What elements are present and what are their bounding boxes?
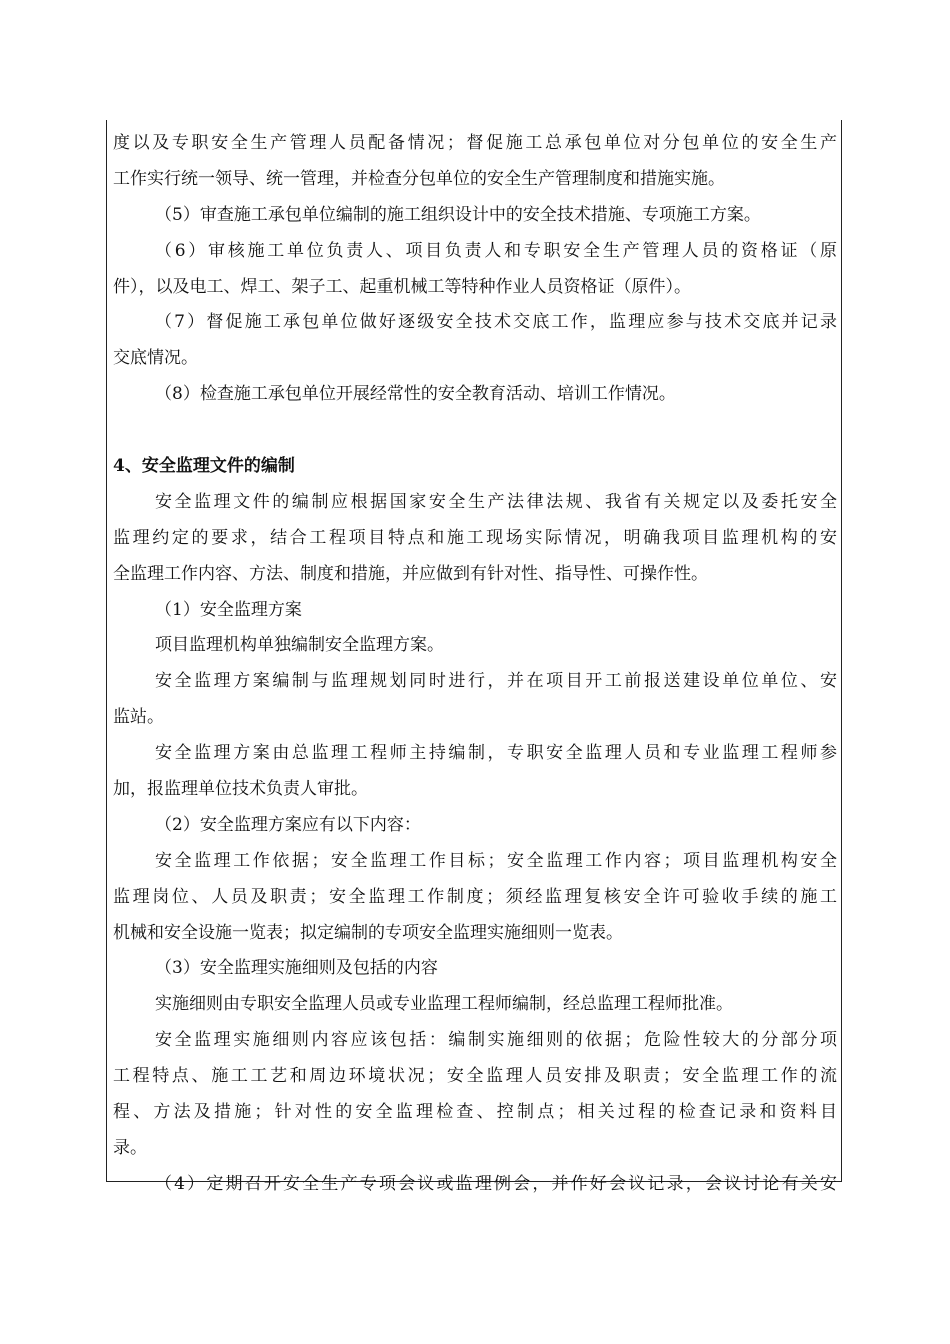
subheading-line: （2）安全监理方案应有以下内容： bbox=[155, 814, 421, 835]
body-text-line: 工程特点、施工工艺和周边环境状况；安全监理人员安排及职责；安全监理工作的流 bbox=[113, 1066, 837, 1087]
body-text-line: 工作实行统一领导、统一管理，并检查分包单位的安全生产管理制度和措施实施。 bbox=[113, 168, 725, 189]
body-text-line: 安全监理实施细则内容应该包括：编制实施细则的依据；危险性较大的分部分项 bbox=[155, 1030, 837, 1051]
subheading-line: （3）安全监理实施细则及包括的内容 bbox=[155, 958, 438, 979]
body-text-line: 件），以及电工、焊工、架子工、起重机械工等特种作业人员资格证（原件）。 bbox=[113, 276, 691, 297]
body-text-line: 安全监理方案编制与监理规划同时进行，并在项目开工前报送建设单位单位、安 bbox=[155, 671, 837, 692]
document-body bbox=[113, 126, 837, 1203]
body-text-line: 机械和安全设施一览表；拟定编制的专项安全监理实施细则一览表。 bbox=[113, 922, 623, 943]
body-text-line: 加，报监理单位技术负责人审批。 bbox=[113, 779, 368, 800]
body-text-line: 实施细则由专职安全监理人员或专业监理工程师编制，经总监理工程师批准。 bbox=[155, 994, 733, 1015]
body-text-line: 监理岗位、人员及职责；安全监理工作制度；须经监理复核安全许可验收手续的施工 bbox=[113, 886, 837, 907]
body-text-line: 全监理工作内容、方法、制度和措施，并应做到有针对性、指导性、可操作性。 bbox=[113, 563, 708, 584]
body-text-line: 交底情况。 bbox=[113, 348, 198, 369]
body-text-line: （5）审查施工承包单位编制的施工组织设计中的安全技术措施、专项施工方案。 bbox=[155, 204, 761, 225]
body-text-line: 监站。 bbox=[113, 707, 164, 728]
body-text-line: （8）检查施工承包单位开展经常性的安全教育活动、培训工作情况。 bbox=[155, 384, 676, 405]
body-text-line: （7）督促施工承包单位做好逐级安全技术交底工作，监理应参与技术交底并记录 bbox=[155, 312, 837, 333]
body-text-line: 安全监理方案由总监理工程师主持编制，专职安全监理人员和专业监理工程师参 bbox=[155, 743, 837, 764]
subheading-line: （1）安全监理方案 bbox=[155, 599, 302, 620]
section-heading: 4、安全监理文件的编制 bbox=[113, 456, 295, 477]
body-text-line: 监理约定的要求，结合工程项目特点和施工现场实际情况，明确我项目监理机构的安 bbox=[113, 527, 837, 548]
body-text-line: 度以及专职安全生产管理人员配备情况；督促施工总承包单位对分包单位的安全生产 bbox=[113, 133, 837, 153]
body-text-line: 录。 bbox=[113, 1137, 147, 1158]
body-text-line: 安全监理工作依据；安全监理工作目标；安全监理工作内容；项目监理机构安全 bbox=[155, 850, 837, 871]
body-text-line: （6）审核施工单位负责人、项目负责人和专职安全生产管理人员的资格证（原 bbox=[155, 240, 837, 261]
body-text-line: （4）定期召开安全生产专项会议或监理例会，并作好会议记录，会议讨论有关安 bbox=[155, 1173, 837, 1194]
blank-line bbox=[113, 413, 837, 449]
body-text-line: 程、方法及措施；针对性的安全监理检查、控制点；相关过程的检查记录和资料目 bbox=[113, 1102, 837, 1123]
body-text-line: 安全监理文件的编制应根据国家安全生产法律法规、我省有关规定以及委托安全 bbox=[155, 491, 837, 512]
body-text-line: 项目监理机构单独编制安全监理方案。 bbox=[155, 635, 444, 656]
